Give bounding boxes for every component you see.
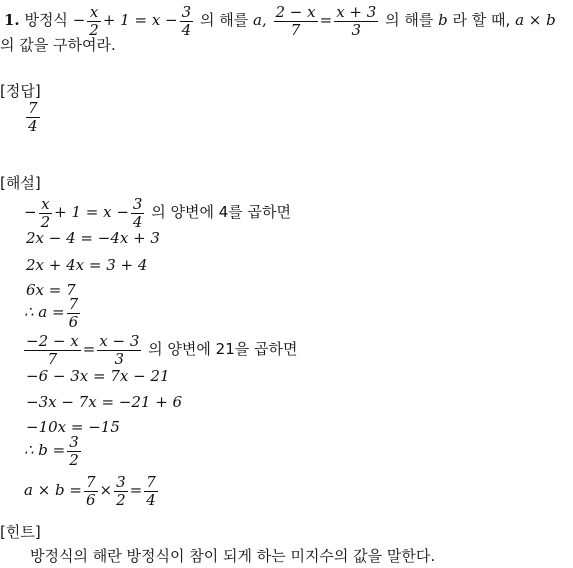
problem-number: 1. xyxy=(4,11,20,29)
step-7: −6 − 3x = 7x − 21 xyxy=(26,367,170,385)
problem-text-when: 라 할 때, xyxy=(452,11,511,29)
eq1-post: + 1 = x − xyxy=(102,11,178,29)
hint-text: 방정식의 해란 방정식이 참이 되게 하는 미지수의 값을 말한다. xyxy=(30,547,436,565)
step6-text: 의 양변에 21을 곱하면 xyxy=(148,340,298,358)
comma: , xyxy=(261,11,267,29)
var-a: a xyxy=(252,11,262,29)
step1-frac-a: $\frac{x}{2}$ xyxy=(40,195,51,231)
answer-fraction-wrap xyxy=(24,100,42,134)
problem-text-solution-b: 의 해를 xyxy=(385,11,434,29)
problem-text-equation: 방정식 xyxy=(24,11,68,29)
problem-line-2: 의 값을 구하여라. xyxy=(0,36,116,54)
step1-text: 의 양변에 4를 곱하면 xyxy=(151,203,292,221)
eq1-lhs-fraction: $\frac{x}{2}$ xyxy=(89,3,99,39)
problem-line-1 xyxy=(4,4,556,38)
step5-frac: $\frac{7}{6}$ xyxy=(68,295,79,331)
answer-label: [정답] xyxy=(0,82,41,100)
answer-fraction: $\frac{7}{4}$ xyxy=(28,99,38,135)
step6-frac-b: $\frac{x - 3}{3}$ xyxy=(99,332,140,368)
step11-frac-3: $\frac{7}{4}$ xyxy=(146,473,156,509)
step10-frac: $\frac{3}{2}$ xyxy=(69,433,79,469)
problem-text-solution-a: 의 해를 xyxy=(199,11,249,29)
step11-frac-2: $\frac{3}{2}$ xyxy=(116,473,126,509)
step-4: 6x = 7 xyxy=(26,281,76,299)
var-b: b xyxy=(438,11,448,29)
step-2: 2x − 4 = −4x + 3 xyxy=(26,229,160,247)
eq2-lhs-fraction: $\frac{2 - x}{7}$ xyxy=(275,3,316,39)
step1-frac-b: $\frac{3}{4}$ xyxy=(132,195,143,231)
eq2-rhs-fraction: $\frac{x + 3}{3}$ xyxy=(336,3,377,39)
eq1-rhs-fraction: $\frac{3}{4}$ xyxy=(181,3,192,39)
step11-frac-1: $\frac{7}{6}$ xyxy=(86,473,96,509)
step-10: ∴ b = $\frac{3}{2}$ xyxy=(24,433,79,469)
step-5: ∴ a = $\frac{7}{6}$ xyxy=(24,295,79,331)
step-3: 2x + 4x = 3 + 4 xyxy=(26,256,148,274)
step-8: −3x − 7x = −21 + 6 xyxy=(26,393,183,411)
step-11: a × b = $\frac{7}{6}$ × $\frac{3}{2}$ = $\frac{7}{4}$ xyxy=(24,473,156,509)
step-1: − $\frac{x}{2}$ + 1 = x − $\frac{3}{4}$ 의 양변에 4를 곱하면 xyxy=(24,195,292,231)
eq2-equals: = xyxy=(319,11,333,29)
eq1-pre: − xyxy=(72,11,86,29)
hint-label: [힌트] xyxy=(0,523,41,541)
step-9: −10x = −15 xyxy=(26,418,120,436)
step6-frac-a: $\frac{-2 - x}{7}$ xyxy=(26,332,79,368)
product-expression: a × b xyxy=(515,11,556,29)
step-6: $\frac{-2 - x}{7}$ = $\frac{x - 3}{3}$ 의 양변에 21을 곱하면 xyxy=(26,332,298,368)
explanation-label: [해설] xyxy=(0,174,41,192)
